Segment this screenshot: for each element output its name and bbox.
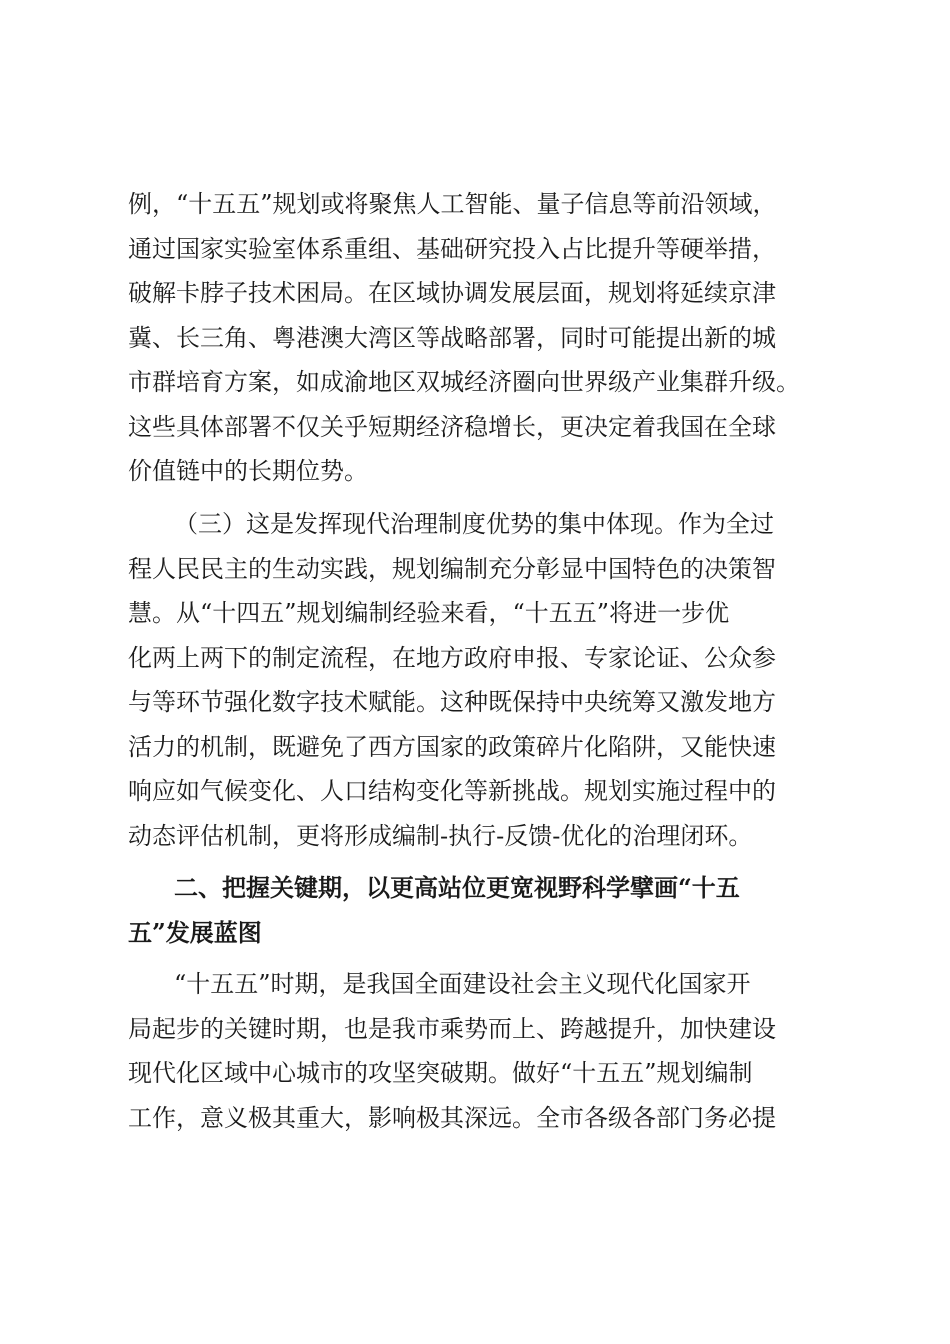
text-line: 程人民民主的生动实践，规划编制充分彰显中国特色的决策智: [128, 554, 776, 583]
paragraph-continuation: [128, 182, 828, 494]
text-line: 与等环节强化数字技术赋能。这种既保持中央统筹又激发地方: [128, 688, 776, 716]
heading-line: 二、把握关键期，以更高站位更宽视野科学擘画“十五: [174, 873, 740, 902]
text-line: （三）这是发挥现代治理制度优势的集中体现。作为全过: [174, 510, 774, 538]
text-line: 慧。从“十四五”规划编制经验来看，“十五五”将进一步优: [128, 599, 730, 627]
text-line: 响应如气候变化、人口结构变化等新挑战。规划实施过程中的: [128, 777, 776, 805]
text-line: 冀、长三角、粤港澳大湾区等战略部署，同时可能提出新的城: [128, 323, 776, 352]
text-line: 例，“十五五”规划或将聚焦人工智能、量子信息等前沿领域，: [128, 190, 777, 218]
text-line: 通过国家实验室体系重组、基础研究投入占比提升等硬举措，: [128, 234, 776, 263]
text-line: 工作，意义极其重大，影响极其深远。全市各级各部门务必提: [128, 1103, 776, 1132]
text-line: 动态评估机制，更将形成编制-执行-反馈-优化的治理闭环。: [128, 821, 753, 850]
text-line: 现代化区域中心城市的攻坚突破期。做好“十五五”规划编制: [128, 1059, 753, 1087]
text-line: 这些具体部署不仅关乎短期经济稳增长，更决定着我国在全球: [128, 412, 776, 441]
text-line: 破解卡脖子技术困局。在区域协调发展层面，规划将延续京津: [128, 279, 776, 307]
section-heading: [128, 866, 828, 955]
paragraph-section-intro: [128, 962, 828, 1140]
text-line: 价值链中的长期位势。: [128, 457, 368, 485]
text-line: 市群培育方案，如成渝地区双城经济圈向世界级产业集群升级。: [128, 368, 800, 396]
text-line: “十五五”时期，是我国全面建设社会主义现代化国家开: [174, 970, 751, 998]
paragraph-three: [128, 502, 828, 858]
text-line: 局起步的关键时期，也是我市乘势而上、跨越提升，加快建设: [128, 1014, 776, 1043]
text-line: 活力的机制，既避免了西方国家的政策碎片化陷阱，又能快速: [128, 732, 776, 761]
text-line: 化两上两下的制定流程，在地方政府申报、专家论证、公众参: [128, 643, 776, 672]
heading-line: 五”发展蓝图: [128, 917, 262, 947]
